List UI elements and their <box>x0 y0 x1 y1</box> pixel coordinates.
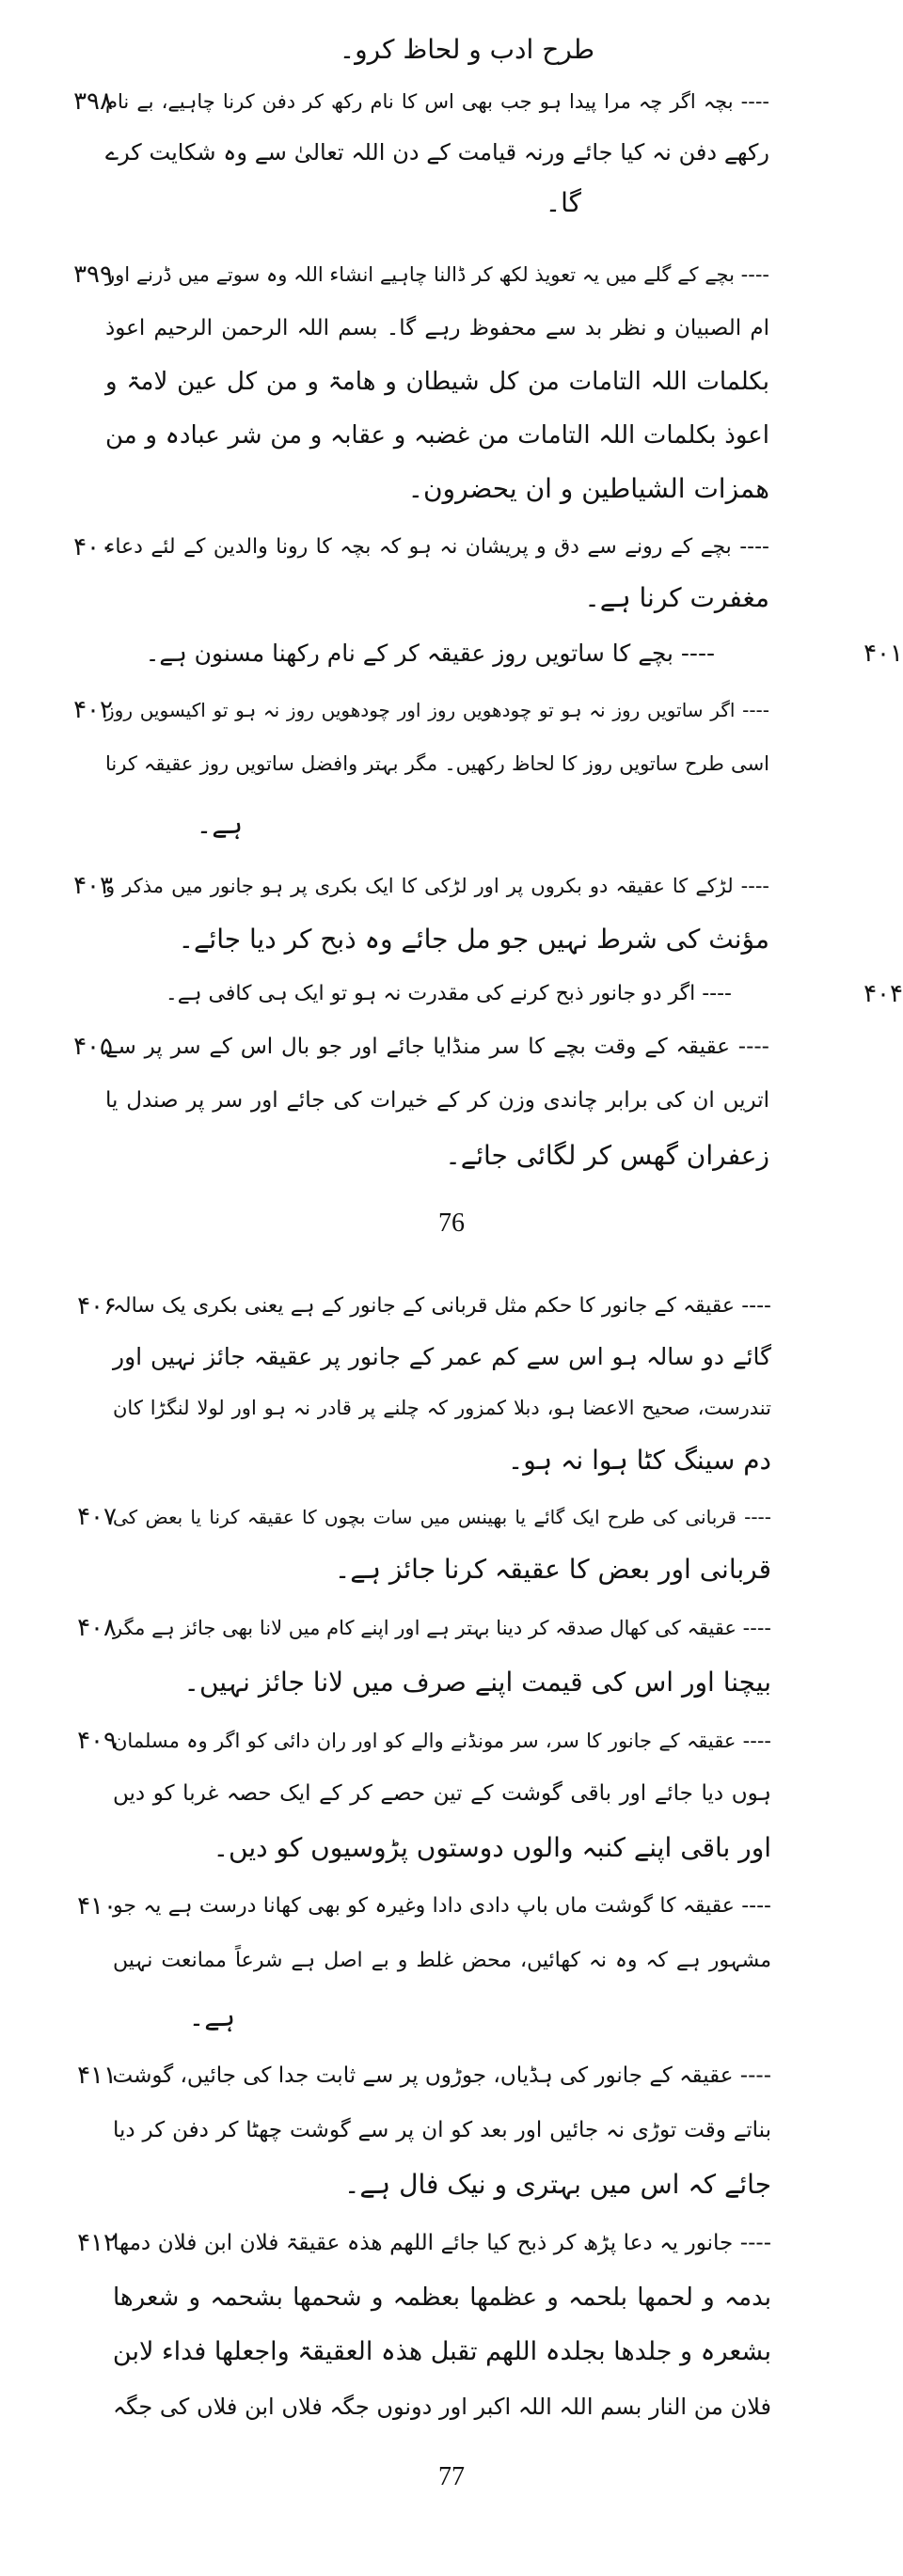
item-line: دم سینگ کٹا ہوا نہ ہو۔ <box>507 1445 771 1476</box>
item-line: قربانی اور بعض کا عقیقہ کرنا جائز ہے۔ <box>334 1554 771 1585</box>
item-line: ---- عقیقہ کے وقت بچے کا سر منڈایا جائے اور جو بال اس کے سر پر سے <box>105 1035 769 1059</box>
item-line: ام الصبیان و نظر بد سے محفوظ رہے گا۔ بسم اللہ الرحمن الرحیم اعوذ <box>105 316 769 340</box>
item-line: رکھے دفن نہ کیا جائے ورنہ قیامت کے دن اللہ تعالیٰ سے وہ شکایت کرے <box>105 139 769 166</box>
item-line: ہے۔ <box>188 2001 235 2032</box>
item-line: ھمزات الشیاطین و ان یحضرون۔ <box>407 473 769 504</box>
item-number: ۴۰۱ <box>863 640 903 668</box>
item-number: ۴۱۰ <box>77 1892 117 1920</box>
item-line: مشہور ہے کہ وہ نہ کھائیں، محض غلط و بے اصل ہے شرعاً ممانعت نہیں <box>113 1949 771 1972</box>
item-number: ۴۰۹ <box>77 1727 117 1755</box>
item-line: ---- لڑکے کا عقیقہ دو بکروں پر اور لڑکی کا ایک بکری پر ہو جانور میں مذکر و <box>105 875 769 897</box>
item-line: گا۔ <box>545 187 581 218</box>
item-line: ---- بچے کا ساتویں روز عقیقہ کر کے نام رکھنا مسنون ہے۔ <box>145 640 715 667</box>
item-line: ---- جانور یہ دعا پڑھ کر ذبح کیا جائے اللھم ھذہ عقیقۃ فلان ابن فلان دمھا <box>113 2231 771 2255</box>
item-line: ---- عقیقہ کی کھال صدقہ کر دینا بہتر ہے اور اپنے کام میں لانا بھی جائز ہے مگر <box>113 1617 771 1639</box>
item-line: مغفرت کرنا ہے۔ <box>584 582 769 613</box>
item-number: ۴۱۱ <box>77 2062 117 2090</box>
item-line: بناتے وقت توڑی نہ جائیں اور بعد کو ان پر سے گوشت چھٹا کر دفن کر دیا <box>113 2118 771 2142</box>
item-line: ---- عقیقہ کے جانور کا سر، سر مونڈنے والے کو اور ران دائی کو اگر وہ مسلمان <box>113 1730 771 1752</box>
item-line: ---- عقیقہ کا گوشت ماں باپ دادی دادا وغیرہ کو بھی کھانا درست ہے یہ جو <box>113 1894 771 1918</box>
item-line: ---- عقیقہ کے جانور کا حکم مثل قربانی کے جانور کے ہے یعنی بکری یک سالہ <box>113 1294 771 1318</box>
item-line: بشعرہ و جلدھا بجلدہ اللھم تقبل ھذہ العقیقۃ واجعلھا فداء لابن <box>112 2337 771 2366</box>
item-number: ۴۰۷ <box>77 1503 117 1531</box>
item-number: ۳۹۸ <box>73 87 113 116</box>
item-line: بکلمات اللہ التامات من کل شیطان و ھامۃ و من کل عین لامۃ و <box>105 368 769 396</box>
item-line: ---- اگر دو جانور ذبح کرنے کی مقدرت نہ ہو تو ایک ہی کافی ہے۔ <box>165 982 732 1005</box>
item-line: بیچنا اور اس کی قیمت اپنے صرف میں لانا جائز نہیں۔ <box>183 1667 771 1698</box>
item-line: گائے دو سالہ ہو اس سے کم عمر کے جانور پر عقیقہ جائز نہیں اور <box>113 1343 771 1370</box>
item-line: ہوں دیا جائے اور باقی گوشت کے تین حصے کر کے ایک حصہ غربا کو دیں <box>113 1781 771 1806</box>
item-number: ۴۰۲ <box>73 696 113 724</box>
item-line: ---- بچے کے رونے سے دق و پریشان نہ ہو کہ بچہ کا رونا والدین کے لئے دعاء <box>105 535 769 559</box>
item-line: زعفران گھس کر لگائی جائے۔ <box>445 1140 769 1171</box>
item-line: اعوذ بکلمات اللہ التامات من غضبہ و عقابہ و من شر عبادہ و من <box>105 421 769 450</box>
item-line: اتریں ان کی برابر چاندی وزن کر کے خیرات کی جائے اور سر پر صندل یا <box>105 1088 769 1113</box>
item-line: ---- بچے کے گلے میں یہ تعویذ لکھ کر ڈالنا چاہیے انشاء اللہ وہ سوتے میں ڈرنے اور <box>105 263 769 286</box>
item-line: اسی طرح ساتویں روز کا لحاظ رکھیں۔ مگر بہتر وافضل ساتویں روز عقیقہ کرنا <box>105 752 769 775</box>
item-number: ۴۰۰ <box>73 533 113 561</box>
item-line: تندرست، صحیح الاعضا ہو، دبلا کمزور کہ چلنے پر قادر نہ ہو اور لولا لنگڑا کان <box>113 1397 771 1419</box>
item-number: ۴۱۲ <box>77 2229 117 2257</box>
page-76-section <box>0 0 903 1279</box>
item-number: ۴۰۴ <box>863 980 903 1008</box>
item-line: فلان من النار بسم اللہ اللہ اکبر اور دونوں جگہ فلاں ابن فلاں کی جگہ <box>113 2394 771 2420</box>
item-number: ۳۹۹ <box>73 261 113 289</box>
item-line: اور باقی اپنے کنبہ والوں دوستوں پڑوسیوں کو دیں۔ <box>213 1832 771 1863</box>
page-number: 77 <box>438 2462 465 2491</box>
item-line: مؤنث کی شرط نہیں جو مل جائے وہ ذبح کر دیا جائے۔ <box>178 924 769 955</box>
item-line: ---- عقیقہ کے جانور کی ہڈیاں، جوڑوں پر سے ثابت جدا کی جائیں، گوشت <box>112 2063 771 2088</box>
item-line: ---- بچہ اگر چہ مرا پیدا ہو جب بھی اس کا نام رکھ کر دفن کرنا چاہیے، بے نام <box>105 90 769 113</box>
item-line: ہے۔ <box>196 809 243 840</box>
item-line: ---- قربانی کی طرح ایک گائے یا بھینس میں سات بچوں کا عقیقہ کرنا یا بعض کی <box>113 1506 771 1528</box>
item-line: ---- اگر ساتویں روز نہ ہو تو چودھویں روز اور چودھویں روز نہ ہو تو اکیسویں روز <box>105 699 769 721</box>
item-line: جائے کہ اس میں بہتری و نیک فال ہے۔ <box>343 2169 771 2200</box>
page-77-section <box>0 1279 903 2576</box>
item-number: ۴۰۵ <box>73 1033 113 1061</box>
carry-over-line: طرح ادب و لحاظ کرو۔ <box>339 34 594 65</box>
item-line: بدمہ و لحمھا بلحمہ و عظمھا بعظمہ و شحمھا بشحمہ و شعرھا <box>113 2284 771 2312</box>
page-number: 76 <box>438 1209 465 1238</box>
item-number: ۴۰۶ <box>77 1292 117 1320</box>
item-number: ۴۰۸ <box>77 1614 117 1642</box>
item-number: ۴۰۳ <box>73 872 113 900</box>
